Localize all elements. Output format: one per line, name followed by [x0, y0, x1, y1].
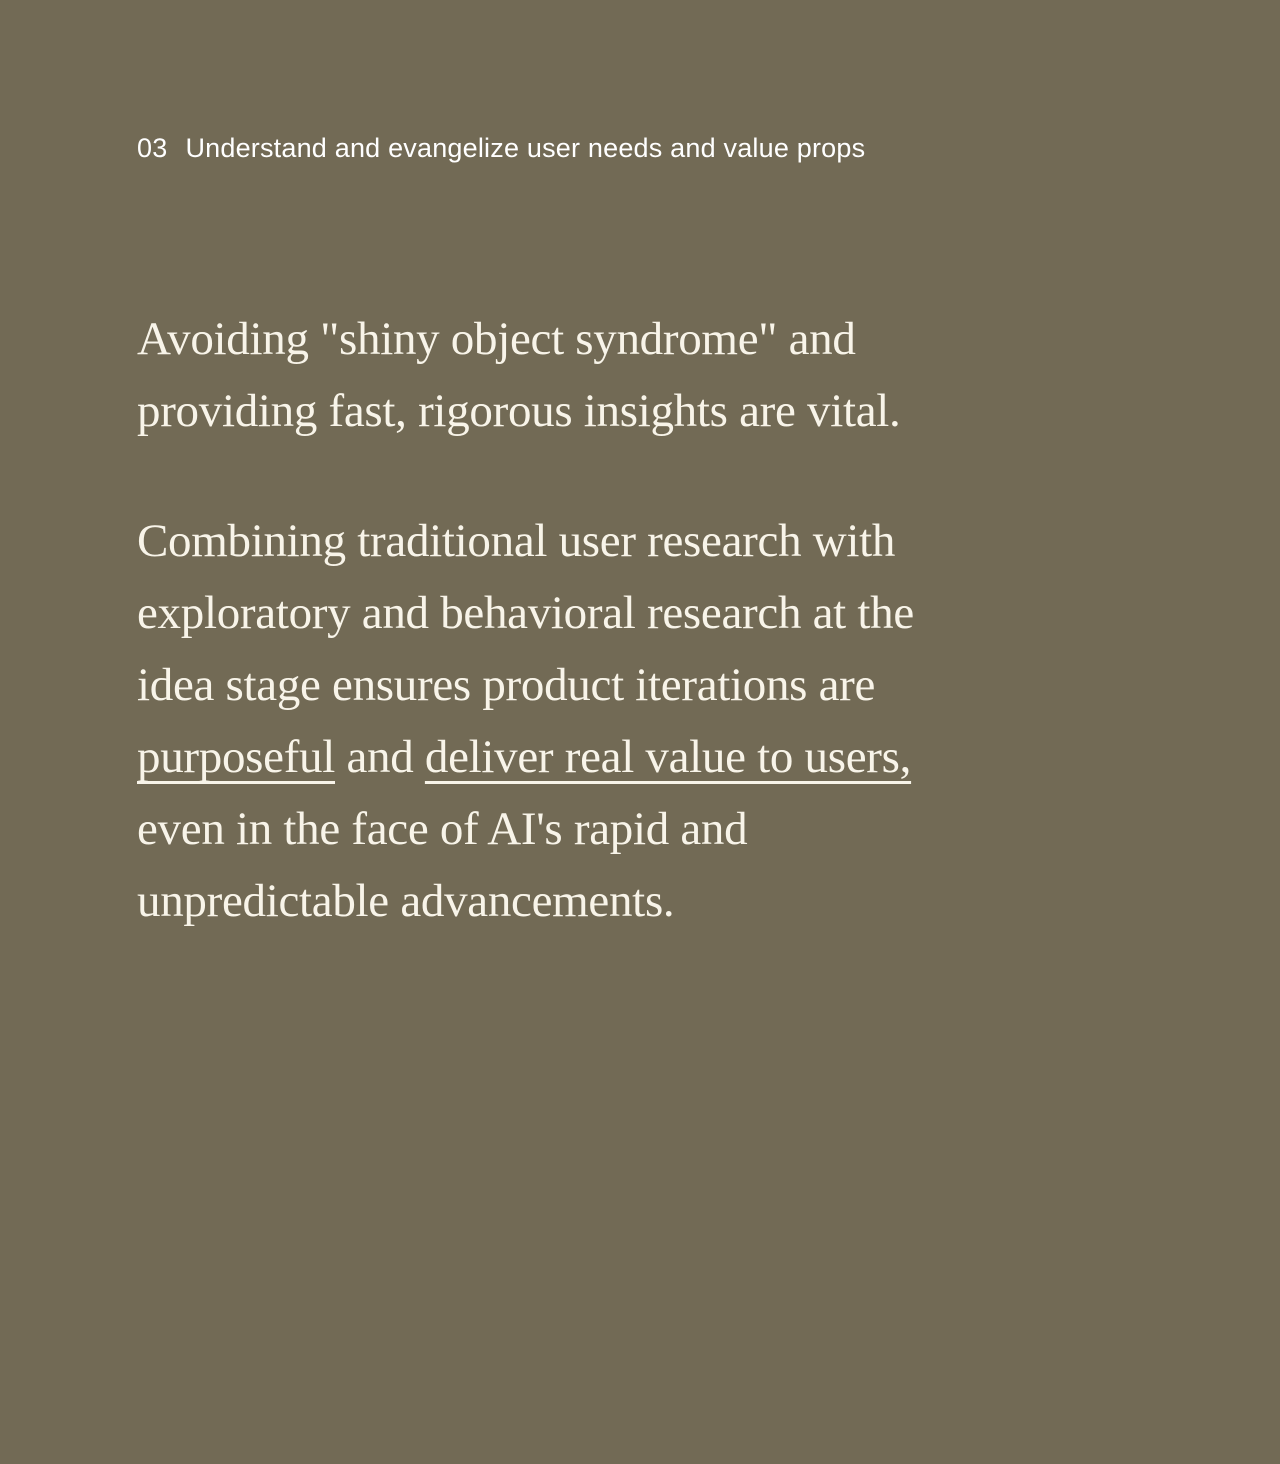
link-deliver-real-value-to-users[interactable]: deliver real value to users, — [424, 731, 912, 783]
section-number: 03 — [137, 133, 168, 163]
section-title: Understand and evangelize user needs and value props — [185, 133, 866, 163]
text-segment: Avoiding "shiny object syndrome" and — [137, 313, 856, 365]
text-segment: idea stage ensures product iterations are — [137, 659, 876, 711]
text-line — [137, 649, 1147, 721]
text-line — [137, 303, 1147, 375]
slide-body — [137, 303, 1147, 937]
text-segment: even in the face of AI's rapid and — [137, 803, 748, 855]
text-segment: unpredictable advancements. — [137, 875, 675, 927]
text-segment: providing fast, rigorous insights are vital. — [137, 385, 901, 437]
text-line — [137, 577, 1147, 649]
slide-header — [137, 131, 1280, 165]
text-line — [137, 793, 1147, 865]
paragraph — [137, 505, 1147, 937]
text-line — [137, 721, 1147, 793]
text-segment: Combining traditional user research with — [137, 515, 896, 567]
text-segment: and — [335, 731, 425, 783]
text-line — [137, 865, 1147, 937]
text-line — [137, 505, 1147, 577]
paragraph — [137, 303, 1147, 447]
text-line — [137, 375, 1147, 447]
text-segment: exploratory and behavioral research at the — [137, 587, 914, 639]
link-purposeful[interactable]: purposeful — [137, 731, 336, 783]
